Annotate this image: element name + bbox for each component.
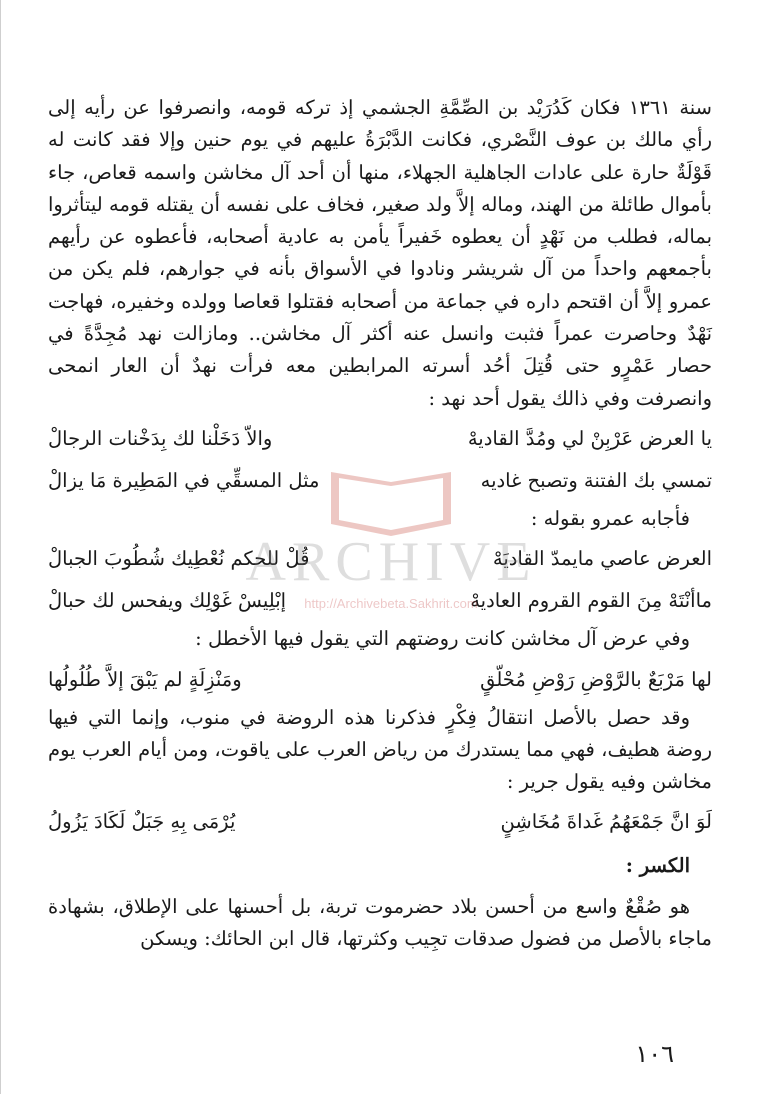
verse-1: [48, 421, 712, 457]
verse-5: [48, 662, 712, 698]
verse-2: [48, 463, 712, 499]
section-heading: الكسر :: [625, 854, 690, 878]
verse-5-first-hemistich: لها مَرْبَعٌ بالرَّوْضِ رَوْضِ مُحْلّقٍ: [480, 667, 712, 691]
paragraph-4: وقد حصل بالأصل انتقالُ فِكْرٍ فذكرنا هذه الروضة في منوب، وإنما التي فيها روضة هطيف، فهي مما يستدرك من رياض العرب على ياقوت، ومن أيام العرب يوم مخاشن وفيه يقول جرير :: [48, 705, 712, 794]
verse-2-first-hemistich: تمسي بك الفتنة وتصبح غاديه: [480, 468, 712, 492]
verse-1-first-hemistich: يا العرض عَرْبِنْ لي ومُدَّ القاديهْ: [467, 426, 712, 450]
verse-5-second-hemistich: ومَنْزِلَةٍ لم يَبْقَ إلاَّ طُلُولُها: [48, 667, 242, 691]
verse-4-first-hemistich: ماأنْتَهْ مِنَ القوم القروم العاديهْ: [470, 589, 712, 613]
watermark-url: http://Archivebeta.Sakhrit.com: [304, 596, 478, 611]
verse-1-second-hemistich: والاّ دَخَلْنا لك بِدَخْنات الرجالْ: [48, 426, 273, 450]
verse-4-second-hemistich: إبْلِيسْ غَوْلِك ويفحس لك حبالْ: [48, 589, 287, 613]
watermark-title: ARCHIVE: [245, 531, 537, 593]
paragraph-5: هو صُقْعٌ واسع من أحسن بلاد حضرموت تربة، بل أحسنها على الإطلاق، بشهادة ماجاء بالأصل من فضول صدقات تجِيب وكثرتها، قال ابن الحائك: ويسكن: [48, 894, 712, 951]
paragraph-1: سنة ١٣٦١ فكان كَدُرَيْد بن الصِّمَّةِ الجشمي إذ تركه قومه، وانصرفوا عن رأيه إلى رأي مالك بن عوف النَّصْري، فكانت الدَّبْرَةُ عليهم في يوم حنين وإلا فقد كانت له قَوْلَةٌ حارة على عادات الجاهلية الجهلاء، منها أن أحد آل مخاشن واسمه قعاص، جاء بأموال طائلة من الهند، وماله إلاَّ ولد صغير، فخاف على نفسه أن يقتله قومه ليتأثروا بماله، فطلب من نَهْدٍ أن يعطوه خَفيراً يأمن به عادية أصحابه، فأعطوه عن رأيهم بأجمعهم واحداً من آل شريشر ونادوا في الأسواق بأنه في جوارهم، فلم يكن من عمرو إلاَّ أن اقتحم داره في جماعة من أصحابه فقتلوا قعاصا وولده وخفيره، فهاجت نَهْدٌ وحاصرت عمراً فثبت وانسل عنه أكثر آل مخاشن.. ومازالت نهد مُجِدَّةً في حصار عَمْرٍو حتى قُتِلَ أحُد أسرته المرابطين معه فرأت نهدٌ أن العار انمحى وانصرفت وفي ذالك يقول أحد نهد :: [48, 96, 712, 410]
verse-3: [48, 541, 712, 577]
verse-3-second-hemistich: قُلْ للحكم نُعْطِيك شُطُوبَ الجبالْ: [48, 547, 310, 571]
paragraph-2: فأجابه عمرو بقوله :: [530, 506, 690, 530]
verse-4: [48, 583, 712, 619]
paragraph-3: وفي عرض آل مخاشن كانت روضتهم التي يقول فيها الأخطل :: [195, 627, 690, 651]
verse-3-first-hemistich: العرض عاصي مايمدّ القاديَهْ: [492, 547, 712, 571]
page-number: ١٠٦: [635, 1040, 674, 1068]
verse-6: [48, 804, 712, 840]
verse-6-first-hemistich: لَوَ انَّ جَمْعَهُمُ غَداةَ مُخَاشِنٍ: [500, 810, 712, 834]
page-body: [48, 92, 712, 955]
verse-6-second-hemistich: يُرْمَى بِهِ جَبَلٌ لَكَادَ يَزُولُ: [48, 810, 236, 834]
verse-2-second-hemistich: مثل المسقِّي في المَطِيرة مَا يزالْ: [48, 468, 320, 492]
